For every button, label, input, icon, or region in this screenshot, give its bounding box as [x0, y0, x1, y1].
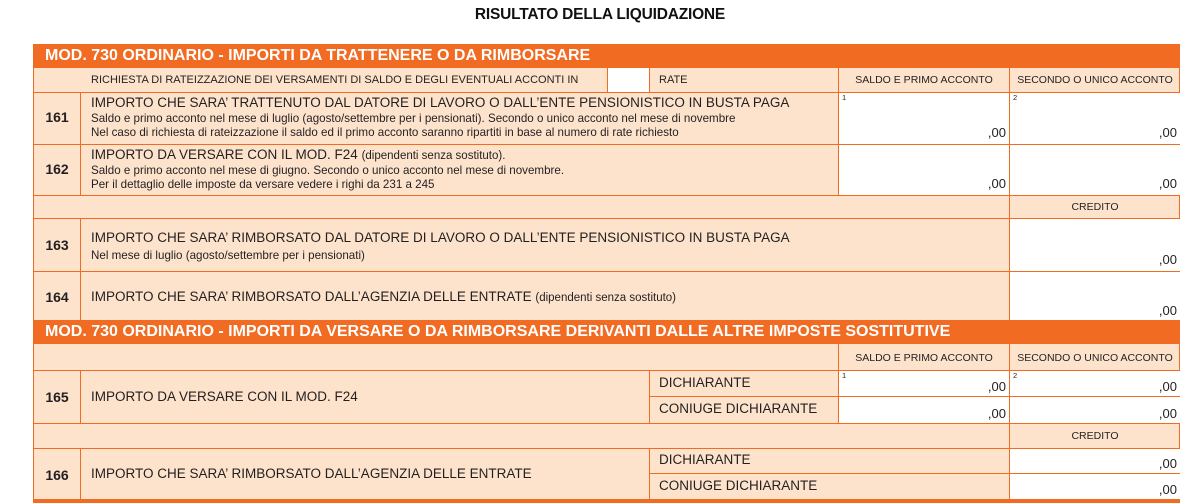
row-title: IMPORTO DA VERSARE CON IL MOD. F24 — [91, 147, 358, 162]
divider — [649, 396, 839, 397]
field-value: ,00 — [1158, 406, 1177, 421]
dichiarante-label: DICHIARANTE — [659, 375, 751, 390]
row-title-suffix: (dipendenti senza sostituto). — [361, 150, 506, 162]
row-title: IMPORTO CHE SARA’ RIMBORSATO DAL DATORE DI LAVORO O DALL’ENTE PENSIONISTICO IN BUSTA PAGA — [91, 230, 790, 245]
row-number: 166 — [45, 467, 69, 483]
divider — [80, 93, 81, 144]
col-credito-header: CREDITO — [1071, 201, 1119, 213]
row-166 — [33, 449, 1180, 499]
section2-header: MOD. 730 ORDINARIO - IMPORTI DA VERSARE O DA RIMBORSARE DERIVANTI DALLE ALTRE IMPOSTE SOSTITUTIVE — [33, 320, 1180, 344]
field-value: ,00 — [1158, 176, 1177, 191]
row-163 — [33, 219, 1180, 271]
row-title: IMPORTO DA VERSARE CON IL MOD. F24 — [91, 389, 358, 404]
secondo-coniuge-field[interactable] — [1010, 397, 1180, 423]
liquidation-form — [33, 44, 1180, 504]
field-value: ,00 — [1158, 456, 1177, 471]
divider — [80, 145, 81, 195]
saldo-field[interactable] — [838, 145, 1009, 195]
row-number: 165 — [45, 389, 69, 405]
rate-input[interactable] — [607, 68, 650, 92]
row-number: 163 — [45, 237, 69, 253]
credito-header-row — [33, 196, 1180, 218]
divider — [80, 449, 81, 499]
divider — [649, 371, 650, 423]
credito-coniuge-field[interactable] — [1009, 474, 1180, 499]
secondo-field-pair — [1009, 371, 1180, 423]
section2-column-header-row — [33, 344, 1180, 370]
row-162 — [33, 145, 1180, 195]
rate-label: RATE — [659, 74, 688, 86]
field-index: 1 — [842, 371, 847, 380]
dichiarante-label: DICHIARANTE — [659, 452, 751, 467]
field-value: ,00 — [1158, 379, 1177, 394]
secondo-dichiarante-field[interactable] — [1010, 371, 1180, 396]
coniuge-label: CONIUGE DICHIARANTE — [659, 478, 818, 493]
row-title-wrap — [91, 147, 505, 162]
saldo-coniuge-field[interactable] — [839, 397, 1009, 423]
field-value: ,00 — [987, 406, 1006, 421]
col-saldo-header: SALDO E PRIMO ACCONTO — [855, 74, 993, 86]
field-value: ,00 — [987, 379, 1006, 394]
rateizzazione-row — [33, 68, 1180, 92]
form-bottom-border — [33, 499, 1180, 503]
credito-header-row — [33, 424, 1180, 448]
saldo-field[interactable] — [838, 93, 1009, 144]
field-value: ,00 — [1158, 482, 1177, 497]
field-value: ,00 — [987, 125, 1006, 140]
row-desc-2: Nel caso di richiesta di rateizzazione il saldo ed il primo acconto saranno ripartiti in base al numero di rate richiesto — [91, 126, 679, 139]
field-value: ,00 — [1158, 125, 1177, 140]
row-desc-1: Nel mese di luglio (agosto/settembre per i pensionati) — [91, 249, 365, 262]
row-title-wrap — [91, 289, 676, 304]
coniuge-label: CONIUGE DICHIARANTE — [659, 401, 818, 416]
field-index: 2 — [1013, 371, 1018, 380]
col-credito-header: CREDITO — [1071, 430, 1119, 442]
saldo-dichiarante-field[interactable] — [839, 371, 1009, 396]
row-164 — [33, 272, 1180, 320]
row-number: 161 — [45, 109, 69, 125]
row-desc-1: Saldo e primo acconto nel mese di luglio (agosto/settembre per i pensionati). Secondo o unico acconto nel mese di novembre — [91, 112, 736, 125]
row-number: 164 — [45, 289, 69, 305]
row-title-suffix: (dipendenti senza sostituto) — [535, 292, 677, 304]
field-index: 2 — [1013, 93, 1018, 102]
row-desc-1: Saldo e primo acconto nel mese di giugno. Secondo o unico acconto nel mese di novembre. — [91, 164, 565, 177]
divider — [649, 449, 650, 499]
page-title: RISULTATO DELLA LIQUIDAZIONE — [474, 6, 726, 23]
field-value: ,00 — [1158, 252, 1177, 267]
row-title: IMPORTO CHE SARA’ RIMBORSATO DALL’AGENZIA DELLE ENTRATE — [91, 289, 532, 304]
col-saldo-header: SALDO E PRIMO ACCONTO — [855, 352, 993, 364]
divider — [80, 371, 81, 423]
secondo-field[interactable] — [1009, 145, 1180, 195]
credito-dichiarante-field[interactable] — [1009, 449, 1180, 473]
row-desc-2: Per il dettaglio delle imposte da versare vedere i righi da 231 a 245 — [91, 178, 435, 191]
col-secondo-header: SECONDO O UNICO ACCONTO — [1017, 74, 1173, 86]
field-value: ,00 — [1158, 303, 1177, 318]
rateizzazione-label: RICHIESTA DI RATEIZZAZIONE DEI VERSAMENTI DI SALDO E DEGLI EVENTUALI ACCONTI IN — [91, 74, 579, 86]
field-value: ,00 — [987, 176, 1006, 191]
row-161 — [33, 93, 1180, 144]
section1-header: MOD. 730 ORDINARIO - IMPORTI DA TRATTENERE O DA RIMBORSARE — [33, 44, 1180, 68]
field-index: 1 — [842, 93, 847, 102]
row-number: 162 — [45, 161, 69, 177]
divider — [80, 272, 81, 320]
divider — [80, 219, 81, 271]
saldo-field-pair — [838, 371, 1009, 423]
credito-field[interactable] — [1009, 272, 1180, 320]
row-title: IMPORTO CHE SARA’ TRATTENUTO DAL DATORE DI LAVORO O DALL’ENTE PENSIONISTICO IN BUSTA PAGA — [91, 95, 790, 110]
row-title: IMPORTO CHE SARA’ RIMBORSATO DALL’AGENZIA DELLE ENTRATE — [91, 466, 532, 481]
credito-field[interactable] — [1009, 219, 1180, 271]
col-secondo-header: SECONDO O UNICO ACCONTO — [1017, 352, 1173, 364]
secondo-field[interactable] — [1009, 93, 1180, 144]
row-165 — [33, 371, 1180, 423]
